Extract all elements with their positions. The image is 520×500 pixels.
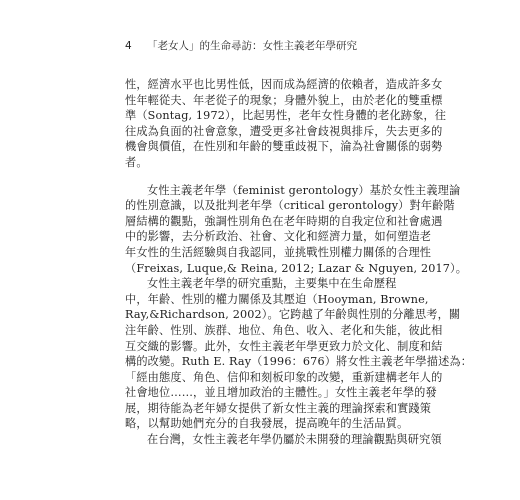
text-line: 展，期待能為老年婦女提供了新女性主義的理論探索和實踐策 xyxy=(125,401,432,415)
text-line: 性年輕從夫、年老從子的現象；身體外貌上，由於老化的雙重標 xyxy=(125,93,443,107)
text-line: 女性主義老年學的研究重點，主要集中在生命歷程 xyxy=(147,277,397,291)
text-line: 往成為負面的社會意象，遭受更多社會歧視與排斥，失去更多的 xyxy=(125,124,443,138)
text-line: 年女性的生活經驗與自我認同，並挑戰性別權力關係的合理性 xyxy=(125,245,432,259)
text-line: 層結構的觀點，強調性別角色在老年時期的自我定位和社會處遇 xyxy=(125,214,443,228)
text-line: 的性別意識，以及批判老年學（critical gerontology）對年齡階 xyxy=(125,199,455,213)
paragraph-1 xyxy=(125,77,447,171)
text-line: 中，年齡、性別的權力關係及其壓迫（Hooyman, Browne, xyxy=(125,292,429,306)
text-line: （Freixas, Luque,& Reina, 2012; Lazar & Nguyen, 2017）。 xyxy=(125,261,468,275)
running-head xyxy=(125,38,357,53)
paragraph-3 xyxy=(125,276,473,432)
text-line: 性，經濟水平也比男性低，因而成為經濟的依賴者，造成許多女 xyxy=(125,78,443,91)
text-line: 「經由態度、角色、信仰和刻板印象的改變，重新建構老年人的 xyxy=(125,370,443,384)
paragraph-4 xyxy=(125,432,442,448)
text-line: Ray,&Richardson, 2002）。它跨越了年齡與性別的分離思考，關 xyxy=(125,308,461,322)
text-line: 準（Sontag, 1972），比起男性，老年女性身體的老化跡象，往 xyxy=(125,109,447,123)
text-line: 者。 xyxy=(125,155,148,169)
page-number: 4 xyxy=(125,40,132,52)
text-line: 女性主義老年學（feminist gerontology）基於女性主義理論 xyxy=(147,183,461,197)
text-line: 社會地位……，並且增加政治的主體性。」女性主義老年學的發 xyxy=(125,386,437,400)
text-line: 機會與價值，在性別和年齡的雙重歧視下，淪為社會關係的弱勢 xyxy=(125,140,443,154)
text-line: 互交織的影響。此外，女性主義老年學更致力於文化、制度和結 xyxy=(125,339,443,353)
text-line: 略，以幫助她們充分的自我發展，提高晚年的生活品質。 xyxy=(125,417,409,431)
text-line: 在台灣，女性主義老年學仍屬於未開發的理論觀點與研究領 xyxy=(147,433,442,447)
text-line: 注年齡、性別、族群、地位、角色、收入、老化和失能，彼此相 xyxy=(125,323,443,337)
paragraph-2 xyxy=(125,183,468,277)
text-line: 中的影響，去分析政治、社會、文化和經濟力量，如何塑造老 xyxy=(125,230,432,244)
body-text xyxy=(125,77,473,448)
chapter-title: 「老女人」的生命尋訪：女性主義老年學研究 xyxy=(147,40,358,52)
text-line: 構的改變。Ruth E. Ray（1996：676）將女性主義老年學描述為： xyxy=(125,355,473,369)
paragraph-spacer xyxy=(125,171,395,183)
